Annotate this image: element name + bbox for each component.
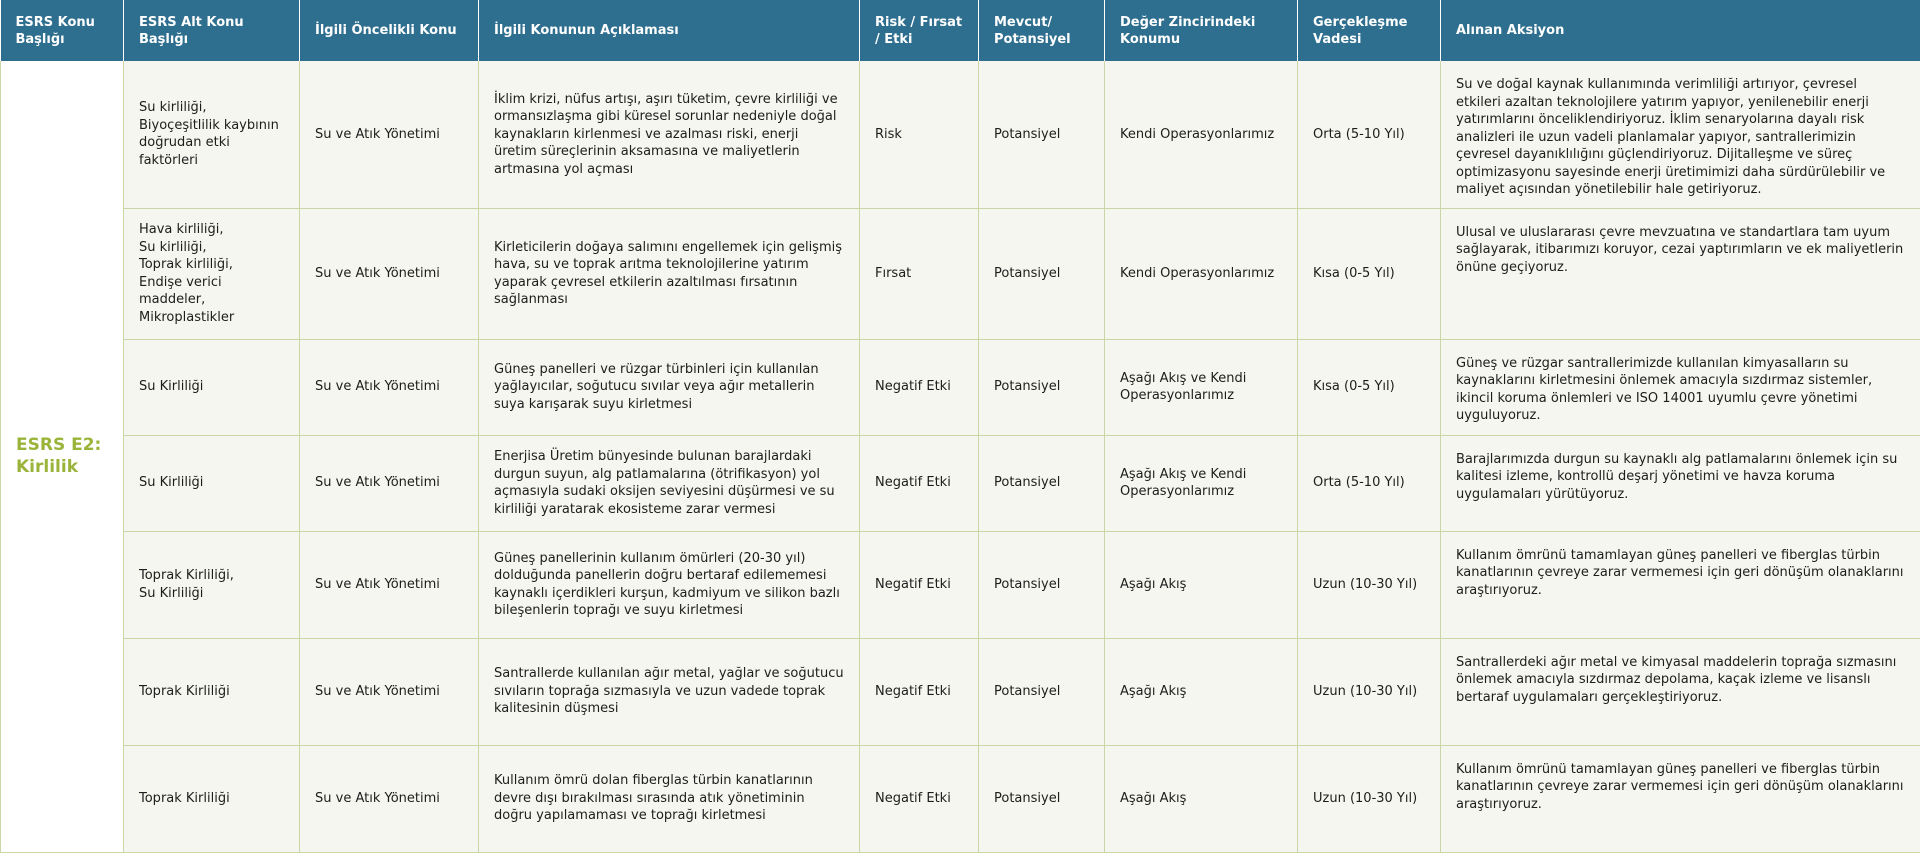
action-cell: Kullanım ömrünü tamamlayan güneş panelleri ve fiberglas türbin kanatlarının çevreye zarar vermemesi için geri dönüşüm olanaklarını araştırıyoruz. xyxy=(1441,745,1920,852)
priority-cell: Su ve Atık Yönetimi xyxy=(300,745,479,852)
subtopic-cell: Toprak Kirliliği xyxy=(124,638,300,745)
priority-cell: Su ve Atık Yönetimi xyxy=(300,531,479,638)
table-row xyxy=(1,638,1920,745)
priority-cell: Su ve Atık Yönetimi xyxy=(300,435,479,531)
type-cell: Negatif Etki xyxy=(860,638,979,745)
esrs-topic-cell: ESRS E2: Kirlilik xyxy=(1,61,124,852)
status-cell: Potansiyel xyxy=(979,339,1105,435)
value-chain-cell: Aşağı Akış xyxy=(1105,638,1298,745)
subtopic-cell: Su kirliliği, Biyoçeşitlilik kaybının doğrudan etki faktörleri xyxy=(124,61,300,208)
header-action-taken: Alınan Aksiyon xyxy=(1441,0,1920,61)
table-row xyxy=(1,435,1920,531)
subtopic-cell: Toprak Kirliliği xyxy=(124,745,300,852)
table-row xyxy=(1,208,1920,339)
type-cell: Negatif Etki xyxy=(860,339,979,435)
value-chain-cell: Aşağı Akış ve Kendi Operasyonlarımız xyxy=(1105,339,1298,435)
header-esrs-subtopic: ESRS Alt Konu Başlığı xyxy=(124,0,300,61)
priority-cell: Su ve Atık Yönetimi xyxy=(300,638,479,745)
value-chain-cell: Kendi Operasyonlarımız xyxy=(1105,61,1298,208)
table-row xyxy=(1,745,1920,852)
description-cell: Kullanım ömrü dolan fiberglas türbin kanatlarının devre dışı bırakılması sırasında atık yönetiminin doğru yapılamaması ve toprağı kirletmesi xyxy=(479,745,860,852)
priority-cell: Su ve Atık Yönetimi xyxy=(300,339,479,435)
value-chain-cell: Aşağı Akış ve Kendi Operasyonlarımız xyxy=(1105,435,1298,531)
header-value-chain-position: Değer Zincirindeki Konumu xyxy=(1105,0,1298,61)
action-cell: Kullanım ömrünü tamamlayan güneş panelleri ve fiberglas türbin kanatlarının çevreye zarar vermemesi için geri dönüşüm olanaklarını araştırıyoruz. xyxy=(1441,531,1920,638)
type-cell: Negatif Etki xyxy=(860,745,979,852)
status-cell: Potansiyel xyxy=(979,745,1105,852)
type-cell: Negatif Etki xyxy=(860,435,979,531)
status-cell: Potansiyel xyxy=(979,531,1105,638)
value-chain-cell: Kendi Operasyonlarımız xyxy=(1105,208,1298,339)
subtopic-cell: Toprak Kirliliği, Su Kirliliği xyxy=(124,531,300,638)
term-cell: Kısa (0-5 Yıl) xyxy=(1298,339,1441,435)
status-cell: Potansiyel xyxy=(979,435,1105,531)
description-cell: Enerjisa Üretim bünyesinde bulunan barajlardaki durgun suyun, alg patlamalarına (ötrifikasyon) yol açmasıyla sudaki oksijen seviyesini düşürmesi ve su kirliliği yaratarak ekosisteme zarar vermesi xyxy=(479,435,860,531)
action-cell: Santrallerdeki ağır metal ve kimyasal maddelerin toprağa sızmasını önlemek amacıyla sızdırmaz depolama, kaçak izleme ve lisanslı bertaraf uygulamaları gerçekleştiriyoruz. xyxy=(1441,638,1920,745)
description-cell: Güneş panelleri ve rüzgar türbinleri için kullanılan yağlayıcılar, soğutucu sıvılar veya ağır metallerin suya karışarak suyu kirletmesi xyxy=(479,339,860,435)
status-cell: Potansiyel xyxy=(979,208,1105,339)
term-cell: Kısa (0-5 Yıl) xyxy=(1298,208,1441,339)
table-row xyxy=(1,339,1920,435)
description-cell: Kirleticilerin doğaya salımını engellemek için gelişmiş hava, su ve toprak arıtma teknolojilerine yatırım yaparak çevresel etkilerin azaltılması fırsatının sağlanması xyxy=(479,208,860,339)
type-cell: Negatif Etki xyxy=(860,531,979,638)
term-cell: Uzun (10-30 Yıl) xyxy=(1298,745,1441,852)
description-cell: İklim krizi, nüfus artışı, aşırı tüketim, çevre kirliliği ve ormansızlaşma gibi küresel sorunlar nedeniyle doğal kaynakların kirlenmesi ve azalması riski, enerji üretim süreçlerinin aksamasına ve maliyetlerin artmasına yol açması xyxy=(479,61,860,208)
header-risk-opportunity-impact: Risk / Fırsat / Etki xyxy=(860,0,979,61)
header-time-horizon: Gerçekleşme Vadesi xyxy=(1298,0,1441,61)
header-esrs-topic: ESRS Konu Başlığı xyxy=(1,0,124,61)
value-chain-cell: Aşağı Akış xyxy=(1105,531,1298,638)
term-cell: Orta (5-10 Yıl) xyxy=(1298,61,1441,208)
header-current-potential: Mevcut/ Potansiyel xyxy=(979,0,1105,61)
term-cell: Uzun (10-30 Yıl) xyxy=(1298,531,1441,638)
subtopic-cell: Su Kirliliği xyxy=(124,339,300,435)
action-cell: Barajlarımızda durgun su kaynaklı alg patlamalarını önlemek için su kalitesi izleme, kontrollü deşarj yönetimi ve havza koruma uygulamaları yürütüyoruz. xyxy=(1441,435,1920,531)
type-cell: Fırsat xyxy=(860,208,979,339)
type-cell: Risk xyxy=(860,61,979,208)
action-cell: Su ve doğal kaynak kullanımında verimliliği artırıyor, çevresel etkileri azaltan teknolojilere yatırım yapıyor, yenilenebilir enerji yatırımlarını önceliklendiriyoruz. İklim senaryolarına dayalı risk analizleri ile uzun vadeli planlamalar yapıyor, santrallerimizin çevresel dayanıklılığını güçlendiriyoruz. Dijitalleşme ve süreç optimizasyonu sayesinde enerji üretimimizi daha sürdürülebilir ve maliyet açısından yönetilebilir hale getiriyoruz. xyxy=(1441,61,1920,208)
action-cell: Güneş ve rüzgar santrallerimizde kullanılan kimyasalların su kaynaklarını kirletmesini önlemek amacıyla sızdırmaz sistemler, ikincil koruma önlemleri ve ISO 14001 uyumlu çevre yönetimi uyguluyoruz. xyxy=(1441,339,1920,435)
value-chain-cell: Aşağı Akış xyxy=(1105,745,1298,852)
term-cell: Uzun (10-30 Yıl) xyxy=(1298,638,1441,745)
header-description: İlgili Konunun Açıklaması xyxy=(479,0,860,61)
term-cell: Orta (5-10 Yıl) xyxy=(1298,435,1441,531)
priority-cell: Su ve Atık Yönetimi xyxy=(300,61,479,208)
table-row xyxy=(1,531,1920,638)
status-cell: Potansiyel xyxy=(979,61,1105,208)
priority-cell: Su ve Atık Yönetimi xyxy=(300,208,479,339)
table-row xyxy=(1,61,1920,208)
subtopic-cell: Hava kirliliği, Su kirliliği, Toprak kirliliği, Endişe verici maddeler, Mikroplastikler xyxy=(124,208,300,339)
subtopic-cell: Su Kirliliği xyxy=(124,435,300,531)
status-cell: Potansiyel xyxy=(979,638,1105,745)
header-priority-topic: İlgili Öncelikli Konu xyxy=(300,0,479,61)
description-cell: Güneş panellerinin kullanım ömürleri (20-30 yıl) dolduğunda panellerin doğru bertaraf edilememesi kaynaklı içerdikleri kurşun, kadmiyum ve silikon bazlı bileşenlerin toprağı ve suyu kirletmesi xyxy=(479,531,860,638)
action-cell: Ulusal ve uluslararası çevre mevzuatına ve standartlara tam uyum sağlayarak, itibarımızı koruyor, cezai yaptırımların ve ek maliyetlerin önüne geçiyoruz. xyxy=(1441,208,1920,339)
description-cell: Santrallerde kullanılan ağır metal, yağlar ve soğutucu sıvıların toprağa sızmasıyla ve uzun vadede toprak kalitesinin düşmesi xyxy=(479,638,860,745)
table-header-row xyxy=(1,0,1920,61)
